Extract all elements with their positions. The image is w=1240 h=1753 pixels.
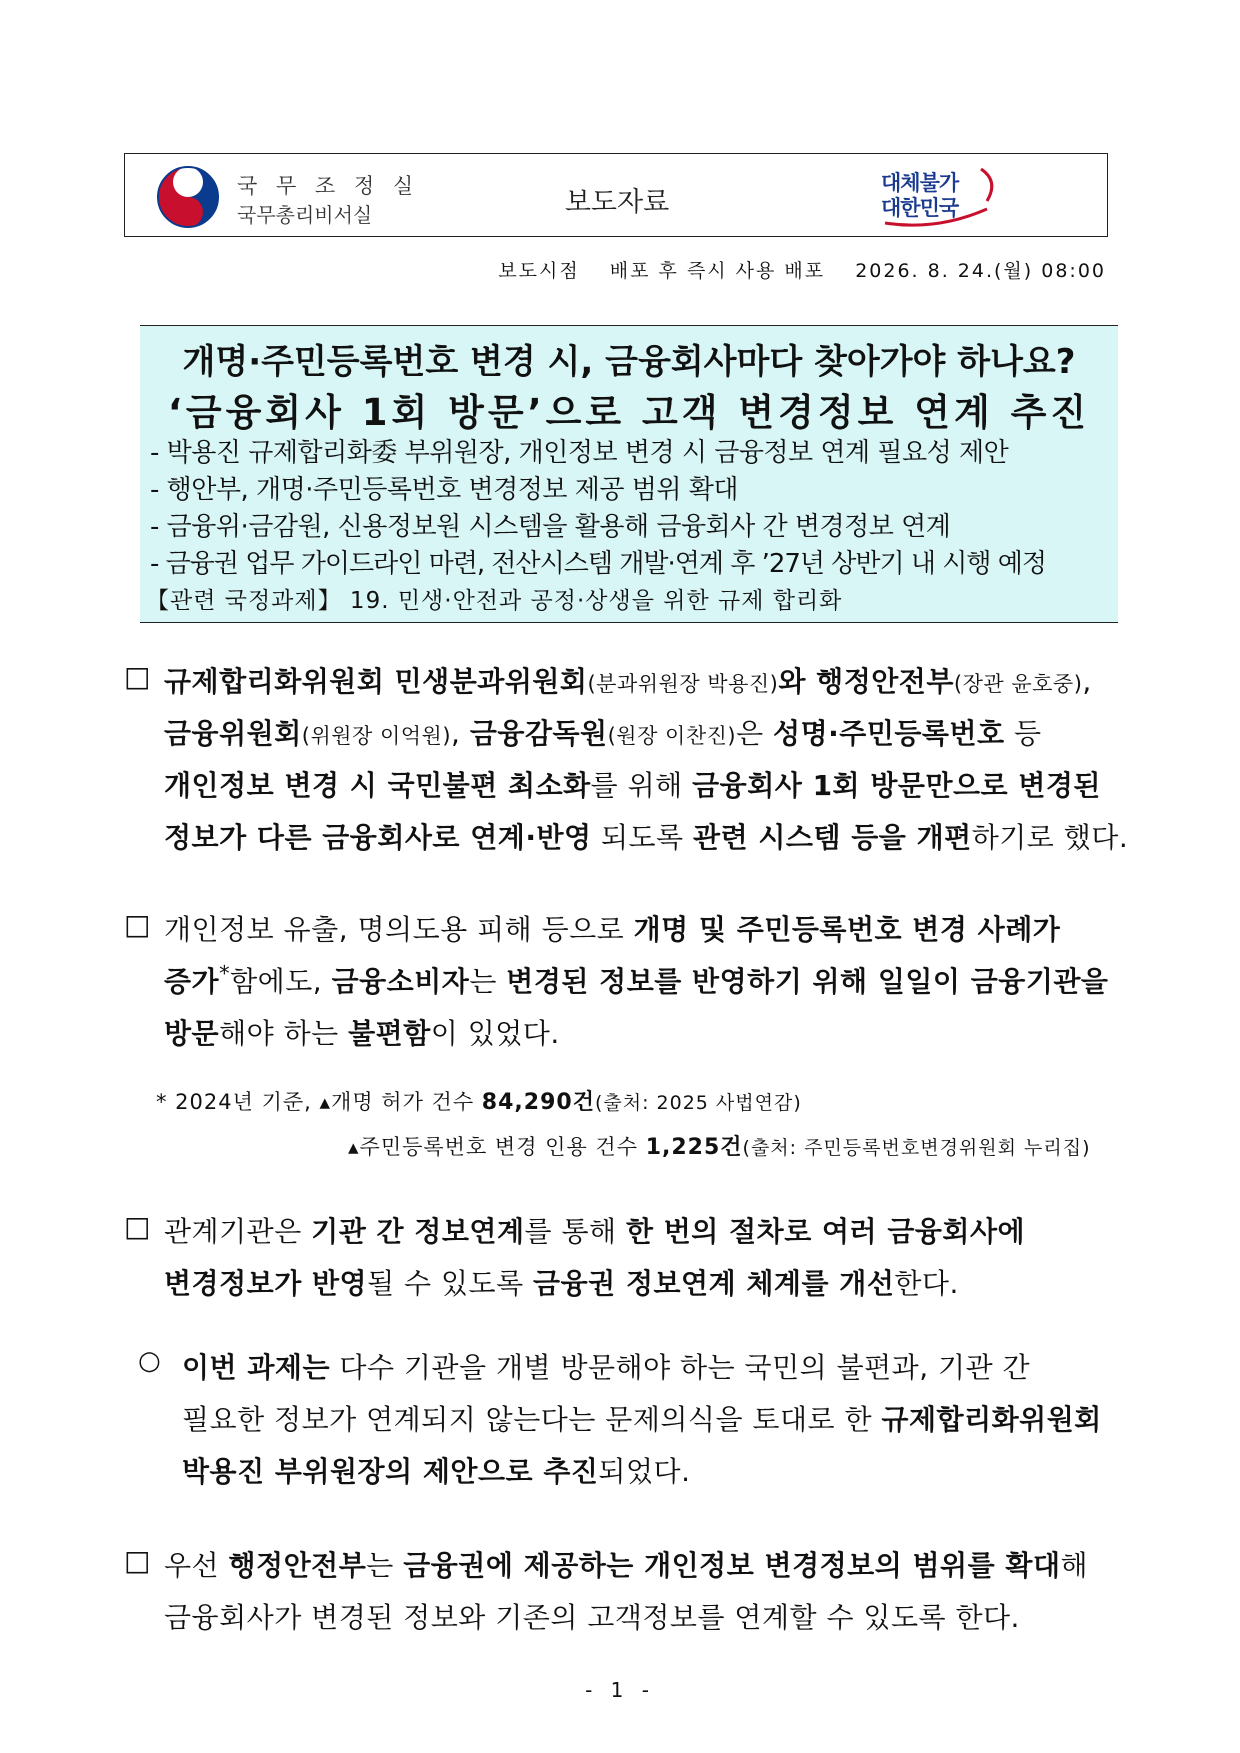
- org-name-line2: 국무총리비서실: [237, 203, 373, 227]
- release-value: 배포 후 즉시 사용 배포: [609, 260, 826, 282]
- text-small: (원장 이찬진): [607, 724, 737, 748]
- text: 은: [736, 717, 774, 750]
- text-bold: 한 번의 절차로 여러 금융회사에: [625, 1215, 1026, 1248]
- text: 하기로 했다.: [971, 821, 1129, 854]
- text-bold: 성명·주민등록번호: [773, 717, 1005, 750]
- text: 함에도,: [230, 965, 332, 998]
- release-date: 2026. 8. 24.(월) 08:00: [855, 260, 1106, 282]
- text-bold: 규제합리화위원회: [881, 1403, 1102, 1436]
- text: 해: [1060, 1549, 1089, 1582]
- text-bold: 기관 간 정보연계: [311, 1215, 525, 1248]
- slogan-logo: [877, 165, 1003, 227]
- text: 우선: [164, 1549, 229, 1582]
- text-bold: 1,225건: [645, 1135, 743, 1160]
- org-name-line1: 국 무 조 정 실: [237, 174, 420, 198]
- text-bold: 금융감독원: [469, 717, 608, 750]
- square-bullet: □: [124, 1544, 151, 1577]
- subtitle-item: - 금융권 업무 가이드라인 마련, 전산시스템 개발·연계 후 ’27년 상반기 내 시행 예정: [150, 549, 1047, 579]
- text-bold: 84,290건: [481, 1090, 595, 1115]
- square-bullet: □: [124, 1210, 151, 1243]
- text-small: (출처: 주민등록번호변경위원회 누리집): [742, 1137, 1091, 1159]
- subtitle-item: - 금융위·금감원, 신용정보원 시스템을 활용해 금융회사 간 변경정보 연계: [150, 512, 951, 542]
- text-bold: 변경된 정보를 반영하기 위해 일일이 금융기관을: [506, 965, 1109, 998]
- text: ▴주민등록번호 변경 인용 건수: [348, 1135, 646, 1159]
- text: ,: [451, 717, 470, 750]
- text: 는: [469, 965, 507, 998]
- text-bold: 금융권 정보연계 체계를 개선: [533, 1267, 895, 1300]
- subtitle-item: - 박용진 규제합리화委 부위원장, 개인정보 변경 시 금융정보 연계 필요성 제안: [150, 438, 1009, 468]
- slogan-line1: 대체불가: [881, 171, 959, 195]
- text-bold: 금융위원회: [164, 717, 302, 750]
- related-national-task: 【관련 국정과제】 19. 민생·안전과 공정·상생을 위한 규제 합리화: [146, 588, 843, 614]
- government-emblem-icon: [157, 166, 219, 228]
- headline-question: 개명·주민등록번호 변경 시, 금융회사마다 찾아가야 하나요?: [182, 342, 1076, 382]
- text-bold: 박용진 부위원장의 제안으로 추진: [182, 1455, 599, 1488]
- square-bullet: □: [124, 908, 151, 941]
- text: 필요한 정보가 연계되지 않는다는 문제의식을 토대로 한: [182, 1403, 882, 1436]
- footnote-line2: [348, 1130, 1091, 1161]
- text-bold: 금융소비자: [331, 965, 470, 998]
- subtitle-item: - 행안부, 개명·주민등록번호 변경정보 제공 범위 확대: [150, 475, 738, 505]
- text: 해야 하는: [219, 1017, 349, 1050]
- document-type: 보도자료: [564, 187, 670, 218]
- text-bold: 정보가 다른 금융회사로 연계·반영: [164, 821, 592, 854]
- text-bold: 금융회사 1회 방문만으로 변경된: [692, 769, 1101, 802]
- text-bold: 변경정보가 반영: [164, 1267, 368, 1300]
- text-bold: 개명 및 주민등록번호 변경 사례가: [633, 913, 1061, 946]
- text-bold: 이번 과제는: [182, 1351, 330, 1384]
- text: 한다.: [894, 1267, 959, 1300]
- text-bold: 행정안전부: [228, 1549, 367, 1582]
- text: 되도록: [591, 821, 694, 854]
- text-small: (위원장 이억원): [301, 724, 452, 748]
- text: 되었다.: [598, 1455, 691, 1488]
- text: 이 있었다.: [430, 1017, 560, 1050]
- text-small: (분과위원장 박용진): [587, 672, 779, 696]
- text-bold: 불편함: [348, 1017, 431, 1050]
- text-bold: 증가: [164, 965, 220, 998]
- text-bold: 관련 시스템 등을 개편: [693, 821, 972, 854]
- text: * 2024년 기준, ▴개명 허가 건수: [156, 1090, 482, 1114]
- footnote-marker: *: [219, 961, 231, 986]
- text: 를 위해: [590, 769, 693, 802]
- square-bullet: □: [124, 660, 151, 693]
- text-bold: 와 행정안전부: [778, 665, 954, 698]
- text-bold: 금융권에 제공하는 개인정보 변경정보의 범위를 확대: [403, 1549, 1061, 1582]
- page-number: - 1 -: [585, 1678, 655, 1702]
- text-bold: 개인정보 변경 시 국민불편 최소화: [164, 769, 591, 802]
- text: ,: [1082, 665, 1092, 698]
- text-small: (출처: 2025 사법연감): [594, 1092, 802, 1114]
- text: 등: [1004, 717, 1042, 750]
- slogan-line2: 대한민국: [881, 196, 959, 220]
- text: 는: [366, 1549, 404, 1582]
- text: 금융회사가 변경된 정보와 기존의 고객정보를 연계할 수 있도록 한다.: [164, 1601, 1020, 1634]
- footnote-line1: [156, 1085, 802, 1116]
- text-bold: 방문: [164, 1017, 220, 1050]
- header-box: [124, 153, 1108, 237]
- headline-main: ‘금융회사 1회 방문’으로 고객 변경정보 연계 추진: [167, 391, 1091, 434]
- title-box: [140, 325, 1118, 623]
- text: 관계기관은: [164, 1215, 312, 1248]
- text: 를 통해: [524, 1215, 626, 1248]
- release-label: 보도시점: [498, 260, 580, 282]
- circle-bullet: ○: [138, 1346, 161, 1376]
- text-bold: 규제합리화위원회 민생분과위원회: [164, 665, 588, 698]
- text: 개인정보 유출, 명의도용 피해 등으로: [164, 913, 634, 946]
- release-time: [430, 256, 1106, 283]
- text-small: (장관 윤호중): [953, 672, 1083, 696]
- text: 다수 기관을 개별 방문해야 하는 국민의 불편과, 기관 간: [330, 1351, 1031, 1384]
- text: 될 수 있도록: [367, 1267, 534, 1300]
